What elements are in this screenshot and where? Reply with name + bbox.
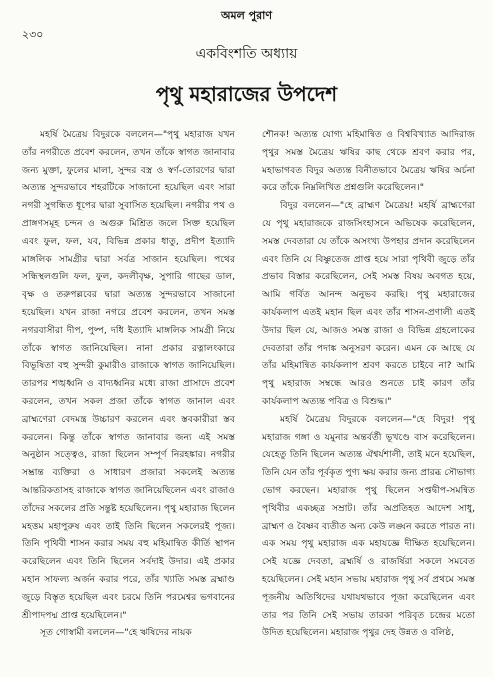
paragraph: মহর্ষি মৈত্রেয় বিদুরকে বললেন—"পৃথু মহারাজ যখন তাঁর নগরীতে প্রবেশ করলেন, তখন তাঁকে স্বাগত জানাবার জন্য মুক্তা, ফুলের মালা, সুন্দর বস্ত্র ও স্বর্ণ-তোরণের দ্বারা অত্যন্ত সুন্দরভাবে শহরটিকে সাজানো হয়েছিল এবং সারা নগরী সুগন্ধিত ধূপের দ্বারা সুবাসিত হয়েছিল। নগরীর পথ ও প্রাঙ্গণসমূহ চন্দন ও অগুরু মিশ্রিত জলে সিক্ত হয়েছিল এবং ফুল, ফল, যব, বিভিন্ন প্রকার ধাতু, প্রদীপ ইত্যাদি মাঙ্গলিক সামগ্রীর দ্বারা সর্বত্র সাজান হয়েছিল। পথের সন্ধিস্থলগুলি ফল, ফুল, কদলীবৃক্ষ, সুপারি গাছের ডাল, বৃক্ষ ও তরুপল্লবের দ্বারা অত্যন্ত সুন্দরভাবে সাজানো হয়েছিল। যখন রাজা নগরে প্রবেশ করলেন, তখন সমস্ত নগরবাসীরা দীপ, পুষ্প, দধি ইত্যাদি মাঙ্গলিক সামগ্রী নিয়ে তাঁকে স্বাগত জানিয়েছিল। নানা প্রকার রত্নালংকারে বিভূষিতা বহু সুন্দরী কুমারীও রাজাকে স্বাগত জানিয়েছিল। তারপর শঙ্খধ্বনি ও বাদ্যধ্বনির মধ্যে রাজা প্রাসাদে প্রবেশ করলেন, তখন সকল প্রজা তাঁকে স্বাগত জানাল এবং ব্রাহ্মণেরা বেদমন্ত্র উচ্চারণ করলেন এবং স্তবকারীরা স্তব করলেন। কিন্তু তাঁকে স্বাগত জানাবার জন্য এই সমস্ত অনুষ্ঠান সত্ত্বেও, রাজা ছিলেন সম্পূর্ণ নিরহঙ্কার। নগরীর সম্ভ্রান্ত ব্যক্তিরা ও সাধারণ প্রজারা সকলেই অত্যন্ত আন্তরিকতাসহ রাজাকে স্বাগত জানিয়েছিলেন এবং রাজাও তাঁদের সকলের প্রতি সন্তুষ্ট হয়েছিলেন। পৃথু মহারাজ ছিলেন মহত্তম মহাপুরুষ এবং তাই তিনি ছিলেন সকলেরই পূজ্য। তিনি পৃথিবী শাসন করার সময় বহু মহিমান্বিত কীর্তি স্থাপন করেছিলেন এবং তিনি ছিলেন সর্বদাই উদার। এই প্রকার মহান সাফল্য অর্জন করার পরে, তাঁর খ্যাতি সমস্ত ব্রহ্মাণ্ড জুড়ে বিস্তৃত হয়েছিল এবং চরমে তিনি পরমেশ্বর ভগবানের শ্রীপাদপদ্ম প্রাপ্ত হয়েছিলেন।" bbox=[22, 129, 235, 621]
running-title: অমল পুরাণ bbox=[220, 9, 273, 22]
page-number: ২৩০ bbox=[22, 28, 44, 41]
chapter-title: পৃথু মহারাজের উপদেশ bbox=[155, 82, 338, 106]
paragraph: মহর্ষি মৈত্রেয় বিদুরকে বললেন—"হে বিদুর! পৃথু মহারাজ গঙ্গা ও যমুনার অন্তর্বর্তী ভূখণ্ডে বাস করেছিলেন। যেহেতু তিনি ছিলেন অত্যন্ত ঐশ্বর্যশালী, তাই মনে হয়েছিল, তিনি যেন তাঁর পূর্বকৃত পুণ্য ক্ষয় করার জন্য প্রারব্ধ সৌভাগ্য ভোগ করছেন। মহারাজ পৃথু ছিলেন সপ্তদ্বীপ-সমন্বিত পৃথিবীর একচ্ছত্র সম্রাট। তাঁর অপ্রতিহত আদেশ সাধু, ব্রাহ্মণ ও বৈষ্ণব ব্যতীত অন্য কেউ লঙ্ঘন করতে পারত না। এক সময় পৃথু মহারাজ এক মহাযজ্ঞে দীক্ষিত হয়েছিলেন। সেই যজ্ঞে দেবতা, ব্রহ্মর্ষি ও রাজর্ষিরা সকলে সমবেত হয়েছিলেন। সেই মহান সভায় মহারাজ পৃথু সর্ব প্রথমে সমস্ত পূজনীয় অতিথিদের যথাযথভাবে পূজা করেছিলেন এবং তার পর তিনি সেই সভায় তারকা পরিবৃত চন্দ্রের মতো উদিত হয়েছিলেন। মহারাজ পৃথুর দেহ উন্নত ও বলিষ্ঠ, bbox=[262, 413, 475, 639]
left-column bbox=[22, 126, 235, 642]
paragraph: বিদুর বললেন—"হে ব্রাহ্মণ মৈত্রেয়! মহর্ষি ব্রাহ্মণেরা যে পৃথু মহারাজকে রাজসিংহাসনে অভিষেক করেছিলেন, সমস্ত দেবতারা যে তাঁকে অসংখ্য উপহার প্রদান করেছিলেন এবং তিনি যে বিষ্ণুতেজ প্রাপ্ত হয়ে সারা পৃথিবী জুড়ে তাঁর প্রভাব বিস্তার করেছিলেন, সেই সমস্ত বিষয় অবগত হয়ে, আমি গর্বিত আনন্দ অনুভব করছি। পৃথু মহারাজের কার্যকলাপ এতই মহান ছিল এবং তাঁর শাসন-প্রণালী এতই উদার ছিল যে, আজও সমস্ত রাজা ও বিভিন্ন গ্রহলোকের দেবতারা তাঁর পদাঙ্ক অনুসরণ করেন। এমন কে আছে যে তাঁর মহিমান্বিত কার্যকলাপ শ্রবণ করতে চাইবে না? আমি পৃথু মহারাজ সম্বন্ধে আরও শুনতে চাই কারণ তাঁর কার্যকলাপ অত্যন্ত পবিত্র ও বিশুদ্ধ।" bbox=[262, 200, 475, 407]
paragraph: সূত গোস্বামী বললেন—"হে ঋষিদের নায়ক bbox=[40, 627, 192, 639]
right-column bbox=[262, 126, 475, 642]
chapter-number: একবিংশতি অধ্যায় bbox=[195, 46, 298, 62]
paragraph: শৌনক! অত্যন্ত যোগ্য মহিমান্বিত ও বিশ্ববিখ্যাত আদিরাজ পৃথুর সমস্ত মৈত্রেয় ঋষির কাছ থেকে শ্রবণ করার পর, মহাভাগবত বিদুর অত্যন্ত বিনীতভাবে মৈত্রেয় ঋষির অর্চনা করে তাঁকে নিম্নলিখিত প্রশ্নগুলি করেছিলেন।" bbox=[262, 129, 475, 194]
